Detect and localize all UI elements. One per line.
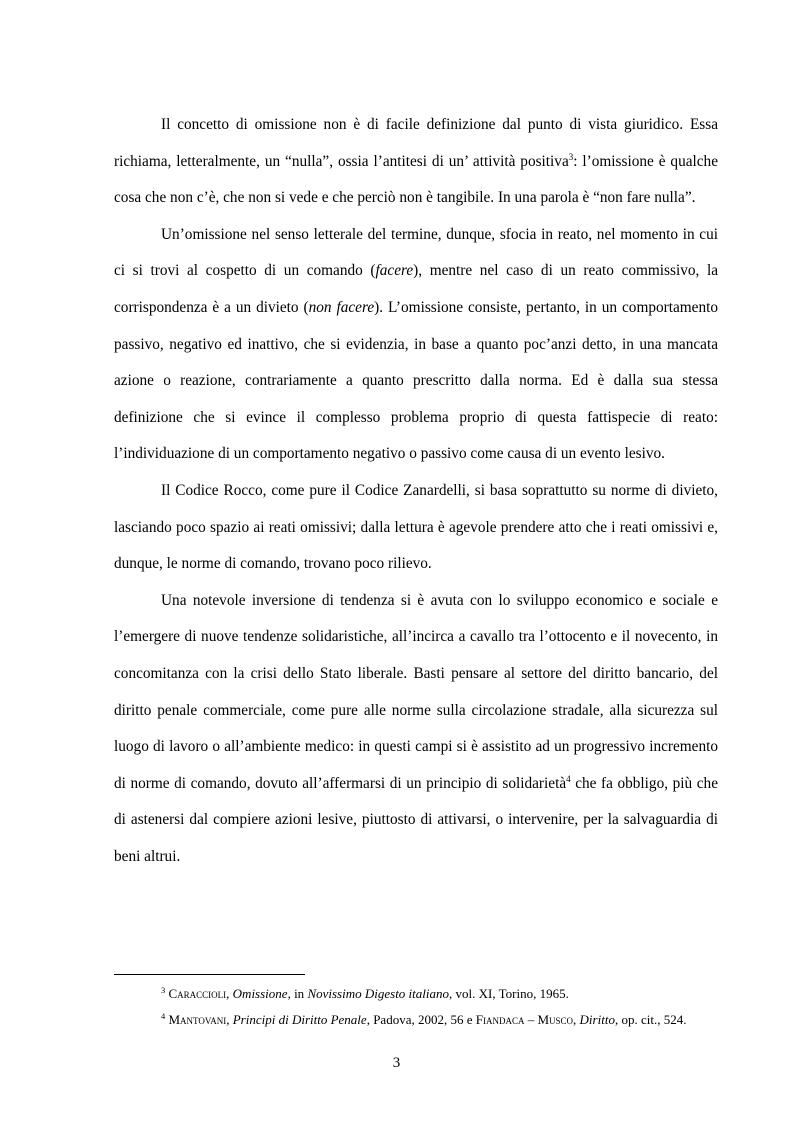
body-text: [114, 107, 718, 875]
footnote-3: [114, 982, 718, 1005]
footnote-text: , vol. XI, Torino, 1965.: [449, 986, 569, 1001]
footnotes: [114, 982, 718, 1034]
footnote-text: , Padova, 2002, 56 e: [366, 1012, 476, 1027]
paragraph-text: Una notevole inversione di tendenza si è avuta con lo sviluppo economico e sociale e l’emergere di nuove tendenze solidaristiche, all’incirca a cavallo tra l’ottocento e il novecento, in concomitanza con la crisi dello Stato liberale. Basti pensare al settore del diritto bancario, del diritto penale commerciale, come pure alle norme sulla circolazione stradale, alla sicurezza sul luogo di lavoro o all’ambiente medico: in questi campi si è assistito ad un progressivo incremento di norme di comando, dovuto all’affermarsi di un principio di solidarietà: [114, 591, 718, 792]
footnote-author: Fiandaca – Musco: [475, 1012, 574, 1027]
paragraph-text: ). L’omissione consiste, pertanto, in un comportamento passivo, negativo ed inattivo, che si evidenzia, in base a quanto poc’anzi detto, in una mancata azione o reazione, contrariamente a quanto prescritto dalla norma. Ed è dalla sua stessa definizione che si evince il complesso problema proprio di questa fattispecie di reato: l’individuazione di un comportamento negativo o passivo come causa di un evento lesivo.: [114, 298, 719, 463]
footnote-author: Mantovani: [168, 1012, 227, 1027]
page-number: 3: [392, 1055, 401, 1071]
paragraph-text: Il concetto di omissione non è di facile definizione dal punto di vista giuridico. Essa richiama, letteralmente, un “nulla”, ossia l’antitesi di un’ attività positiva: [114, 116, 718, 170]
paragraph-4: [114, 583, 718, 876]
footnote-text: , in: [287, 986, 308, 1001]
italic-term: facere: [375, 262, 414, 280]
footnote-number: 4: [161, 1011, 166, 1021]
footnote-4: [114, 1008, 718, 1031]
paragraph-text: che fa obbligo, più che di astenersi dal compiere azioni lesive, piuttosto di attivarsi, o intervenire, per la salvaguardia di beni altrui.: [114, 774, 718, 865]
footnote-text: , op. cit., 524.: [614, 1012, 687, 1027]
footnote-ref-3: 3: [568, 151, 574, 162]
paragraph-text: Un’omissione nel senso letterale del termine, dunque, sfocia in reato, nel momento in cui ci si trovi al cospetto di un comando (: [114, 225, 718, 280]
footnote-title: Omissione: [232, 986, 288, 1001]
footnote-work: Diritto: [579, 1012, 615, 1027]
paragraph-2: [114, 217, 718, 473]
footnote-text: ,: [226, 1012, 233, 1027]
footnote-number: 3: [161, 985, 166, 995]
paragraph-3: Il Codice Rocco, come pure il Codice Zanardelli, si basa soprattutto su norme di divieto, lasciando poco spazio ai reati omissivi; dalla lettura è agevole prendere atto che i reati omissivi e, dunque, le norme di comando, trovano poco rilievo.: [114, 481, 718, 573]
italic-term: non facere: [308, 298, 375, 316]
footnote-work: Novissimo Digesto italiano: [307, 986, 449, 1001]
footnote-text: ,: [226, 986, 233, 1001]
paragraph-1: [114, 107, 718, 217]
footnote-title: Principi di Diritto Penale: [232, 1012, 367, 1027]
footnote-ref-4: 4: [566, 773, 571, 784]
footnote-author: Caraccioli: [168, 986, 227, 1001]
footnote-text: ,: [573, 1012, 580, 1027]
paragraph-text: ), mentre nel caso di un reato commissivo, la corrispondenza è a un divieto (: [114, 262, 718, 316]
paragraph-text: : l’omissione è qualche cosa che non c’è, che non si vede e che perciò non è tangibile. In una parola è “non fare nulla”.: [114, 152, 718, 207]
footnote-separator: [114, 974, 305, 975]
